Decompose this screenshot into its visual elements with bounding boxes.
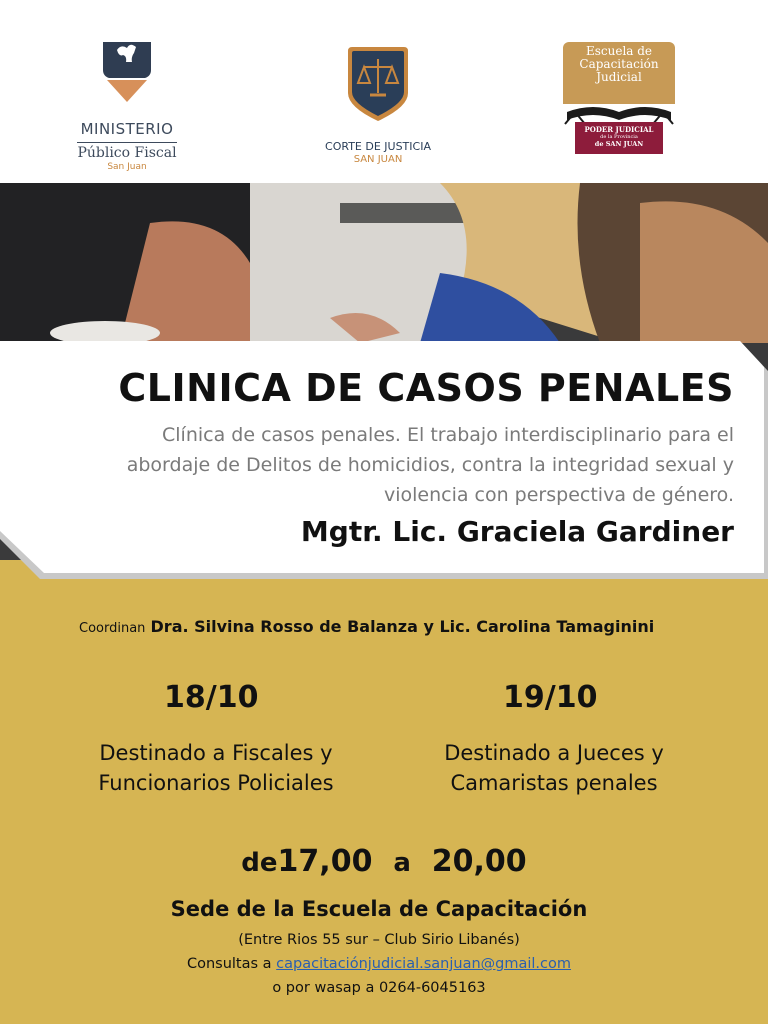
escuela-title-line: Capacitación — [579, 57, 659, 71]
ministerio-emblem-icon — [99, 40, 155, 102]
contact-email — [0, 956, 758, 972]
description-line: abordaje de Delitos de homicidios, contra la integridad sexual y — [126, 454, 734, 476]
corte-logo — [318, 45, 438, 175]
ministerio-logo — [72, 38, 182, 178]
escuela-title-line: Judicial — [596, 70, 642, 84]
ministerio-line1: MINISTERIO — [80, 120, 174, 138]
description-line: Clínica de casos penales. El trabajo interdisciplinario para el — [162, 424, 734, 446]
session-audience-2 — [394, 738, 714, 798]
banner-line2: de la Provincia — [600, 134, 638, 140]
ministerio-line2: Público Fiscal — [77, 142, 176, 161]
contact-prefix: Consultas a — [186, 956, 272, 972]
corte-line2: SAN JUAN — [353, 154, 403, 165]
venue: Sede de la Escuela de Capacitación — [170, 897, 588, 921]
banner-line1: PODER JUDICIAL — [584, 125, 654, 134]
event-title: CLINICA DE CASOS PENALES — [118, 366, 734, 410]
contact-whatsapp: o por wasap a 0264-6045163 — [272, 980, 486, 996]
escuela-title-line: Escuela de — [585, 44, 653, 58]
description-line: violencia con perspectiva de género. — [383, 484, 734, 506]
ministerio-line3: San Juan — [107, 162, 147, 172]
session-audience-1 — [56, 738, 376, 798]
corte-line1: CORTE DE JUSTICIA — [325, 140, 431, 153]
audience-line: Destinado a Fiscales y — [99, 741, 333, 765]
escuela-logo — [563, 42, 677, 164]
time-a: a — [393, 848, 411, 878]
time-start: 17,00 — [277, 844, 373, 879]
email-link[interactable]: capacitaciónjudicial.sanjuan@gmail.com — [276, 956, 572, 972]
event-description — [14, 420, 734, 510]
coordinators-names: Dra. Silvina Rosso de Balanza y Lic. Carolina Tamaginini — [150, 617, 655, 636]
coordinators-prefix: Coordinan — [79, 621, 146, 636]
coordinators — [79, 617, 654, 636]
audience-line: Funcionarios Policiales — [98, 771, 334, 795]
banner-line3: de SAN JUAN — [594, 140, 644, 148]
time-end: 20,00 — [431, 844, 527, 879]
scales-shield-icon — [345, 45, 411, 123]
audience-line: Destinado a Jueces y — [444, 741, 664, 765]
audience-line: Camaristas penales — [450, 771, 658, 795]
session-date-1: 18/10 — [164, 680, 259, 715]
event-time — [0, 844, 768, 879]
header — [0, 0, 768, 183]
session-date-2: 19/10 — [503, 680, 598, 715]
poder-judicial-banner — [575, 122, 663, 154]
escuela-title — [563, 42, 675, 104]
speaker-name: Mgtr. Lic. Graciela Gardiner — [300, 515, 734, 548]
venue-address: (Entre Rios 55 sur – Club Sirio Libanés) — [238, 932, 520, 948]
time-de: de — [241, 848, 278, 878]
